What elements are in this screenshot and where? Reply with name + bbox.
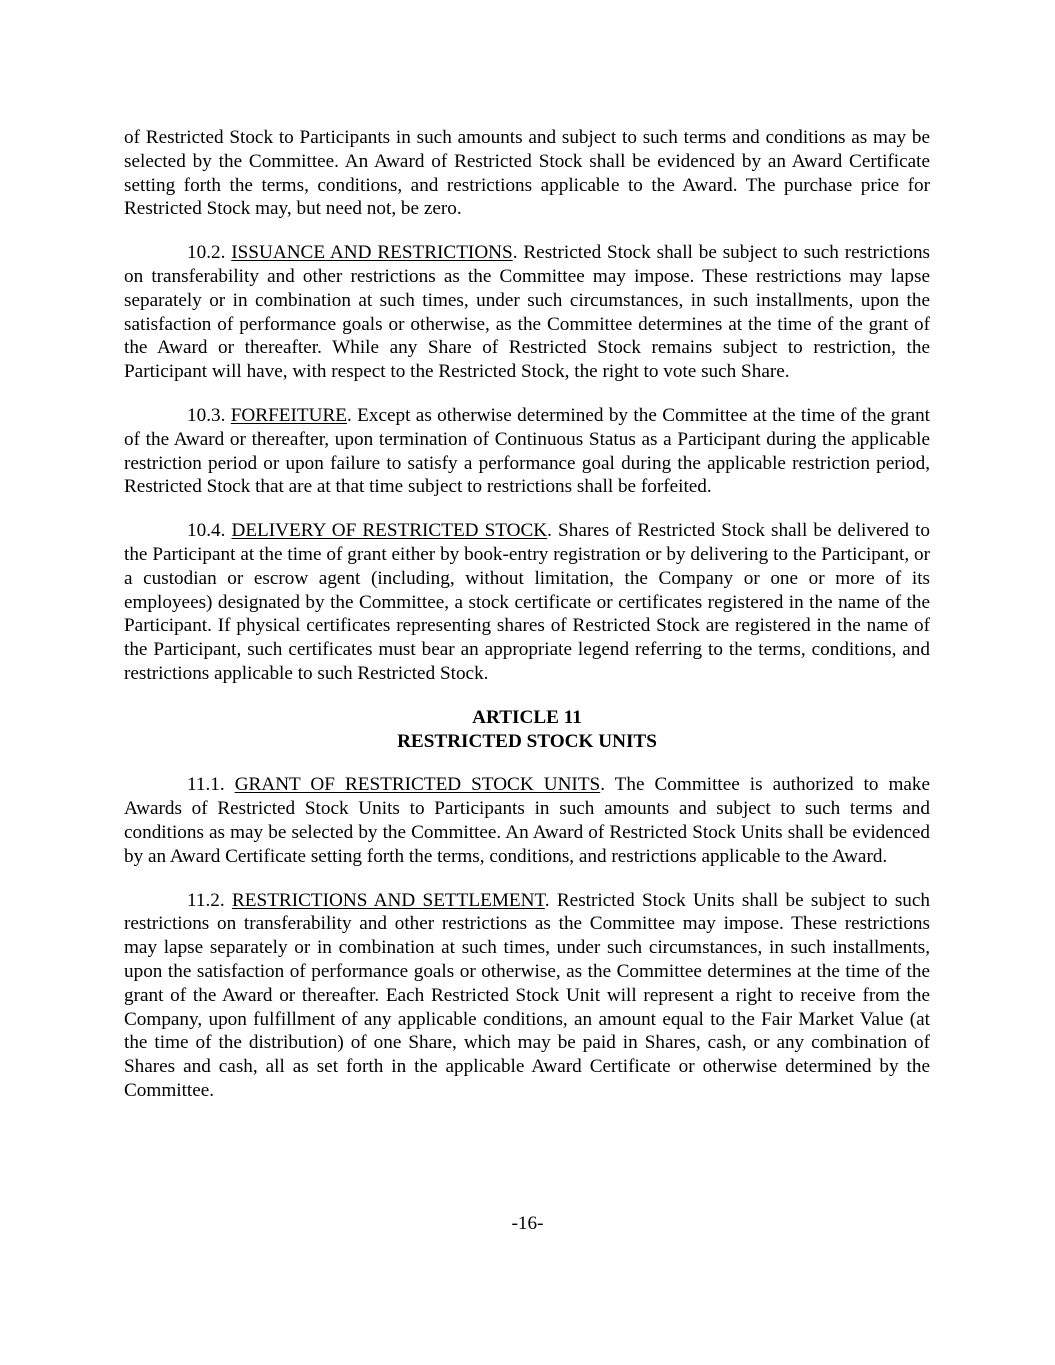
page-number: -16-	[511, 1213, 544, 1234]
section-10-4	[124, 519, 930, 686]
section-heading: DELIVERY OF RESTRICTED STOCK	[231, 520, 548, 542]
section-10-3	[124, 404, 930, 499]
section-number: 10.3.	[187, 404, 226, 426]
section-number: 10.4.	[187, 520, 226, 542]
section-heading: FORFEITURE	[230, 404, 347, 426]
section-number: 11.1.	[187, 774, 225, 796]
section-text: . Shares of Restricted Stock shall be delivered to the Participant at the time of grant either by book-entry registration or by delivering to the Participant, or a custodian or escrow agent (including, without limitation, the Company or one or more of its employees) designated by the Committee, a stock certificate or certificates registered in the name of the Participant. If physical certificates representing shares of Restricted Stock are registered in the name of the Participant, such certificates must bear an appropriate legend referring to the terms, conditions, and restrictions applicable to such Restricted Stock.	[124, 520, 930, 684]
section-heading: GRANT OF RESTRICTED STOCK UNITS	[234, 774, 601, 796]
article-heading	[124, 706, 930, 754]
section-11-2	[124, 889, 930, 1103]
article-title: RESTRICTED STOCK UNITS	[397, 730, 657, 752]
section-number: 11.2.	[187, 889, 225, 911]
section-heading: ISSUANCE AND RESTRICTIONS	[231, 242, 513, 264]
section-number: 10.2.	[187, 242, 226, 264]
section-heading: RESTRICTIONS AND SETTLEMENT	[232, 889, 545, 911]
section-text: . Except as otherwise determined by the Committee at the time of the grant of the Award or thereafter, upon termination of Continuous Status as a Participant during the applicable restriction period or upon failure to satisfy a performance goal during the applicable restriction period, Restricted Stock that are at that time subject to restrictions shall be forfeited.	[124, 404, 931, 498]
section-text: . Restricted Stock Units shall be subject to such restrictions on transferability and other restrictions as the Committee may impose. These restrictions may lapse separately or in combination at such times, under such circumstances, in such installments, upon the satisfaction of performance goals or otherwise, as the Committee determines at the time of the grant of the Award or thereafter. Each Restricted Stock Unit will represent a right to receive from the Company, upon fulfillment of any applicable conditions, an amount equal to the Fair Market Value (at the time of the distribution) of one Share, which may be paid in Shares, cash, or any combination of Shares and cash, all as set forth in the applicable Award Certificate or otherwise determined by the Committee.	[124, 889, 931, 1101]
section-10-2	[124, 241, 930, 384]
article-label: ARTICLE 11	[472, 706, 582, 728]
continuation-paragraph: of Restricted Stock to Participants in such amounts and subject to such terms and conditions as may be selected by the Committee. An Award of Restricted Stock shall be evidenced by an Award Certificate setting forth the terms, conditions, and restrictions applicable to the Award. The purchase price for Restricted Stock may, but need not, be zero.	[124, 127, 930, 220]
section-text: . The Committee is authorized to make Awards of Restricted Stock Units to Participants in such amounts and subject to such terms and conditions as may be selected by the Committee. An Award of Restricted Stock Units shall be evidenced by an Award Certificate setting forth the terms, conditions, and restrictions applicable to the Award.	[124, 774, 931, 867]
section-text: . Restricted Stock shall be subject to such restrictions on transferability and other restrictions as the Committee may impose. These restrictions may lapse separately or in combination at such times, under such circumstances, in such installments, upon the satisfaction of performance goals or otherwise, as the Committee determines at the time of the grant of the Award or thereafter. While any Share of Restricted Stock remains subject to restriction, the Participant will have, with respect to the Restricted Stock, the right to vote such Share.	[124, 242, 931, 383]
page-body	[124, 126, 930, 1123]
section-11-1	[124, 773, 930, 868]
